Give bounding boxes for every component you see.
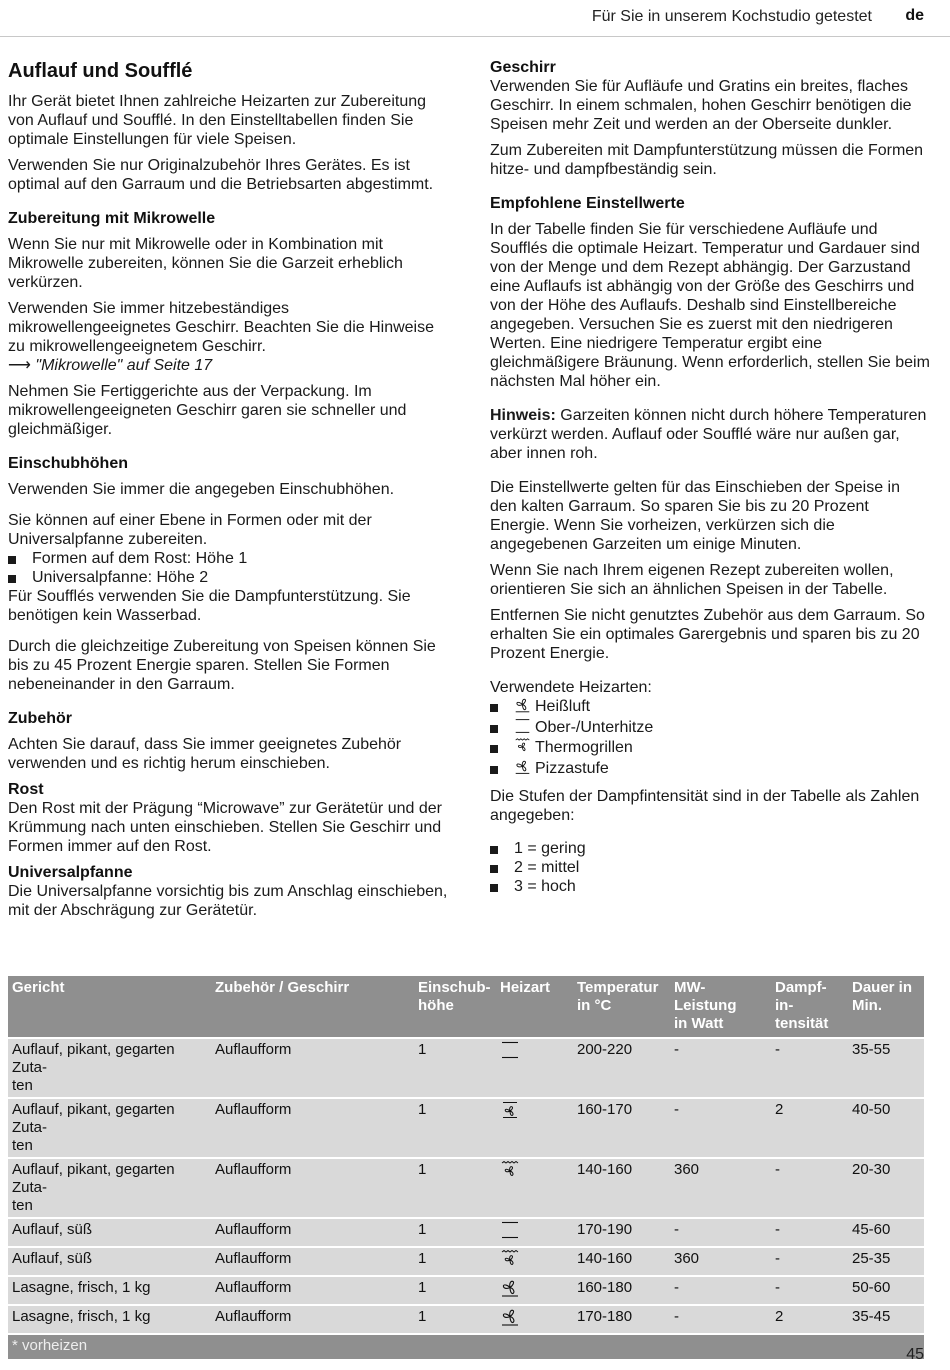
heading-cookware: Geschirr <box>490 59 556 76</box>
heading-accessories: Zubehör <box>8 710 72 727</box>
hot-air-icon <box>500 1308 520 1326</box>
header-divider <box>0 36 950 37</box>
list-item: Ober-/Unterhitze <box>490 718 930 739</box>
column-header: Einschub- höhe <box>414 976 496 1038</box>
cell-duration: 35-45 <box>848 1305 924 1334</box>
intro-paragraph-2: Verwenden Sie nur Originalzubehör Ihres Gerätes. Es ist optimal auf den Garraum und die Betriebsarten abgestimmt. <box>8 157 434 193</box>
hint-label: Hinweis: <box>490 407 556 424</box>
column-header: Heizart <box>496 976 573 1038</box>
cell-shelf-level: 1 <box>414 1218 496 1247</box>
cell-accessory: Auflaufform <box>211 1247 414 1276</box>
universal-pan-paragraph: Die Universalpfanne vorsichtig bis zum Anschlag einschieben, mit der Abschrägung zur Gerätetür. <box>8 883 448 919</box>
cell-shelf-level: 1 <box>414 1305 496 1334</box>
rack-paragraph: Den Rost mit der Prägung “Microwave” zur Gerätetür und der Krümmung nach unten einschieben. Stellen Sie Geschirr und Formen immer auf den Rost. <box>8 800 442 855</box>
cell-heating-mode <box>496 1158 573 1218</box>
column-header: Gericht <box>8 976 211 1038</box>
shelf-paragraph-2: Sie können auf einer Ebene in Formen oder mit der Universalpfanne zubereiten. <box>8 512 372 548</box>
top-bottom-heat-icon <box>500 1041 520 1059</box>
cell-accessory: Auflaufform <box>211 1038 414 1098</box>
table-row <box>8 1158 924 1218</box>
cross-reference-link[interactable]: "Mikrowelle" auf Seite 17 <box>35 357 213 374</box>
cell-accessory: Auflaufform <box>211 1305 414 1334</box>
list-item: Formen auf dem Rost: Höhe 1 <box>8 549 448 568</box>
table-header-row <box>8 976 924 1038</box>
own-recipe-paragraph: Wenn Sie nach Ihrem eigenen Rezept zubereiten wollen, orientieren Sie sich an ähnlichen Speisen in der Tabelle. <box>490 562 894 598</box>
column-header: MW-Leistung in Watt <box>670 976 771 1038</box>
heading-recommended-settings: Empfohlene Einstellwerte <box>490 195 685 212</box>
cell-microwave-power: - <box>670 1305 771 1334</box>
cell-temperature: 140-160 <box>573 1247 670 1276</box>
table-row <box>8 1098 924 1158</box>
shelf-paragraph-3: Für Soufflés verwenden Sie die Dampfunterstützung. Sie benötigen kein Wasserbad. <box>8 588 411 624</box>
cell-dish: Lasagne, frisch, 1 kg <box>8 1276 211 1305</box>
cell-heating-mode <box>496 1098 573 1158</box>
shelf-paragraph-1: Verwenden Sie immer die angegeben Einschubhöhen. <box>8 481 395 498</box>
cell-temperature: 170-190 <box>573 1218 670 1247</box>
hot-air-icon <box>514 697 531 713</box>
list-item: 2 = mittel <box>490 858 930 877</box>
list-item: Thermogrillen <box>490 738 930 759</box>
cell-accessory: Auflaufform <box>211 1276 414 1305</box>
cell-accessory: Auflaufform <box>211 1098 414 1158</box>
hot-air-icon <box>500 1279 520 1297</box>
cell-duration: 40-50 <box>848 1098 924 1158</box>
microwave-paragraph-3: Nehmen Sie Fertiggerichte aus der Verpackung. Im mikrowellengeeigneten Geschirr garen sie schneller und gleichmäßiger. <box>8 383 407 438</box>
cell-heating-mode <box>496 1218 573 1247</box>
cell-steam-intensity: - <box>771 1276 848 1305</box>
column-header: Temperatur in °C <box>573 976 670 1038</box>
cell-shelf-level: 1 <box>414 1038 496 1098</box>
shelf-paragraph-4: Durch die gleichzeitige Zubereitung von Speisen können Sie bis zu 45 Prozent Energie sparen. Stellen Sie Formen nebeneinander in den Garraum. <box>8 638 436 693</box>
list-item: Universalpfanne: Höhe 2 <box>8 568 448 587</box>
section-title: Für Sie in unserem Kochstudio getestet <box>591 8 872 25</box>
heading-shelf-levels: Einschubhöhen <box>8 455 128 472</box>
cell-dish: Auflauf, süß <box>8 1218 211 1247</box>
table-row <box>8 1276 924 1305</box>
top-bottom-heat-icon <box>500 1221 520 1239</box>
recommended-paragraph: In der Tabelle finden Sie für verschiedene Aufläufe und Soufflés die optimale Heizart. Temperatur und Gardauer sind von der Menge und dem Rezept abhängig. Der Garzustand eine Auflaufs ist abhängig von der Größe des Geschirrs und von der Höhe des Auflaufs. Deshalb sind Einstellbereiche angegeben. Versuchen Sie es zuerst mit den niedrigeren Werten. Eine niedrigere Temperatur ergibt eine gleichmäßigere Bräunung. Wenn erforderlich, stellen Sie beim nächsten Mal höher ein. <box>490 221 930 390</box>
cell-duration: 35-55 <box>848 1038 924 1098</box>
cell-dish: Auflauf, pikant, gegarten Zuta- ten <box>8 1158 211 1218</box>
cell-shelf-level: 1 <box>414 1247 496 1276</box>
cell-microwave-power: - <box>670 1218 771 1247</box>
cell-shelf-level: 1 <box>414 1276 496 1305</box>
cell-temperature: 170-180 <box>573 1305 670 1334</box>
cell-heating-mode <box>496 1038 573 1098</box>
heading-microwave: Zubereitung mit Mikrowelle <box>8 210 216 227</box>
cell-steam-intensity: - <box>771 1218 848 1247</box>
cell-heating-mode <box>496 1247 573 1276</box>
cell-accessory: Auflaufform <box>211 1218 414 1247</box>
language-code: de <box>905 7 924 24</box>
cell-microwave-power: - <box>670 1276 771 1305</box>
column-header: Dauer in Min. <box>848 976 924 1038</box>
page-header <box>0 8 950 28</box>
accessories-paragraph: Achten Sie darauf, dass Sie immer geeignetes Zubehör verwenden und es richtig herum einschieben. <box>8 736 402 772</box>
remove-accessories-paragraph: Entfernen Sie nicht genutztes Zubehör aus dem Garraum. So erhalten Sie ein optimales Garergebnis und sparen bis zu 20 Prozent Energie. <box>490 607 925 662</box>
cell-steam-intensity: - <box>771 1038 848 1098</box>
cell-microwave-power: 360 <box>670 1158 771 1218</box>
heating-modes-list <box>490 697 930 779</box>
hint-text: Garzeiten können nicht durch höhere Temperaturen verkürzt werden. Auflauf oder Soufflé wäre nur außen gar, aber innen roh. <box>490 407 927 462</box>
settings-table <box>8 976 924 1359</box>
cell-duration: 20-30 <box>848 1158 924 1218</box>
cell-shelf-level: 1 <box>414 1158 496 1218</box>
cold-oven-paragraph: Die Einstellwerte gelten für das Einschieben der Speise in den kalten Garraum. So sparen Sie bis zu 20 Prozent Energie. Wenn Sie vorheizen, verkürzen sich die angegebenen Garzeiten um einige Minuten. <box>490 479 901 553</box>
cell-temperature: 160-180 <box>573 1276 670 1305</box>
cell-steam-intensity: 2 <box>771 1305 848 1334</box>
steam-levels-list <box>490 839 930 896</box>
microwave-cross-reference[interactable] <box>8 356 448 375</box>
page-number: 45 <box>906 1346 924 1363</box>
thermo-grill-icon <box>500 1250 520 1268</box>
table-footnote: * vorheizen <box>8 1334 924 1359</box>
shelf-list <box>8 549 448 587</box>
cell-dish: Auflauf, süß <box>8 1247 211 1276</box>
cell-duration: 45-60 <box>848 1218 924 1247</box>
table-footnote-row <box>8 1334 924 1359</box>
column-header: Zubehör / Geschirr <box>211 976 414 1038</box>
list-item: 1 = gering <box>490 839 930 858</box>
cell-temperature: 140-160 <box>573 1158 670 1218</box>
cookware-paragraph-2: Zum Zubereiten mit Dampfunterstützung müssen die Formen hitze- und dampfbeständig sein. <box>490 142 924 178</box>
heading-universal-pan: Universalpfanne <box>8 864 133 881</box>
cookware-paragraph-1: Verwenden Sie für Aufläufe und Gratins ein breites, flaches Geschirr. In einem schmalen, hohen Geschirr benötigen die Speisen mehr Zeit und werden an der Oberseite dunkler. <box>490 78 912 133</box>
cell-steam-intensity: - <box>771 1247 848 1276</box>
list-item: Pizzastufe <box>490 759 930 780</box>
left-column <box>8 58 448 927</box>
cell-microwave-power: - <box>670 1038 771 1098</box>
pizza-setting-icon <box>514 759 531 775</box>
cell-microwave-power: - <box>670 1098 771 1158</box>
thermo-grill-icon <box>514 738 531 754</box>
thermo-grill-icon <box>500 1161 520 1179</box>
cell-heating-mode <box>496 1276 573 1305</box>
page-title: Auflauf und Soufflé <box>8 60 193 82</box>
cell-steam-intensity: 2 <box>771 1098 848 1158</box>
cell-heating-mode <box>496 1305 573 1334</box>
arrow-right-icon: ⟶ <box>8 357 31 374</box>
cell-dish: Lasagne, frisch, 1 kg <box>8 1305 211 1334</box>
cell-duration: 25-35 <box>848 1247 924 1276</box>
microwave-paragraph-2: Verwenden Sie immer hitzebeständiges mikrowellengeeignetes Geschirr. Beachten Sie die Hinweise zu mikrowellengeeignetem Geschirr. <box>8 300 434 355</box>
cell-accessory: Auflaufform <box>211 1158 414 1218</box>
table-row <box>8 1038 924 1098</box>
heading-rack: Rost <box>8 781 44 798</box>
list-item: 3 = hoch <box>490 877 930 896</box>
cell-temperature: 200-220 <box>573 1038 670 1098</box>
top-bottom-heat-icon <box>514 718 531 734</box>
cell-dish: Auflauf, pikant, gegarten Zuta- ten <box>8 1098 211 1158</box>
cell-duration: 50-60 <box>848 1276 924 1305</box>
list-item: Heißluft <box>490 697 930 718</box>
thermo-grill-steam-icon <box>500 1101 520 1119</box>
table-row <box>8 1247 924 1276</box>
column-header: Dampf-in- tensität <box>771 976 848 1038</box>
hint-paragraph <box>490 406 930 463</box>
cell-steam-intensity: - <box>771 1158 848 1218</box>
table-row <box>8 1305 924 1334</box>
heating-modes-intro: Verwendete Heizarten: <box>490 679 652 696</box>
cell-shelf-level: 1 <box>414 1098 496 1158</box>
microwave-paragraph-1: Wenn Sie nur mit Mikrowelle oder in Kombination mit Mikrowelle zubereiten, können Sie die Garzeit erheblich verkürzen. <box>8 236 403 291</box>
cell-microwave-power: 360 <box>670 1247 771 1276</box>
cell-dish: Auflauf, pikant, gegarten Zuta- ten <box>8 1038 211 1098</box>
intro-paragraph-1: Ihr Gerät bietet Ihnen zahlreiche Heizarten zur Zubereitung von Auflauf und Soufflé. In den Einstelltabellen finden Sie optimale Einstellungen für viele Speisen. <box>8 93 427 148</box>
right-column <box>490 58 930 896</box>
cell-temperature: 160-170 <box>573 1098 670 1158</box>
table-row <box>8 1218 924 1247</box>
steam-levels-intro: Die Stufen der Dampfintensität sind in der Tabelle als Zahlen angegeben: <box>490 788 920 824</box>
